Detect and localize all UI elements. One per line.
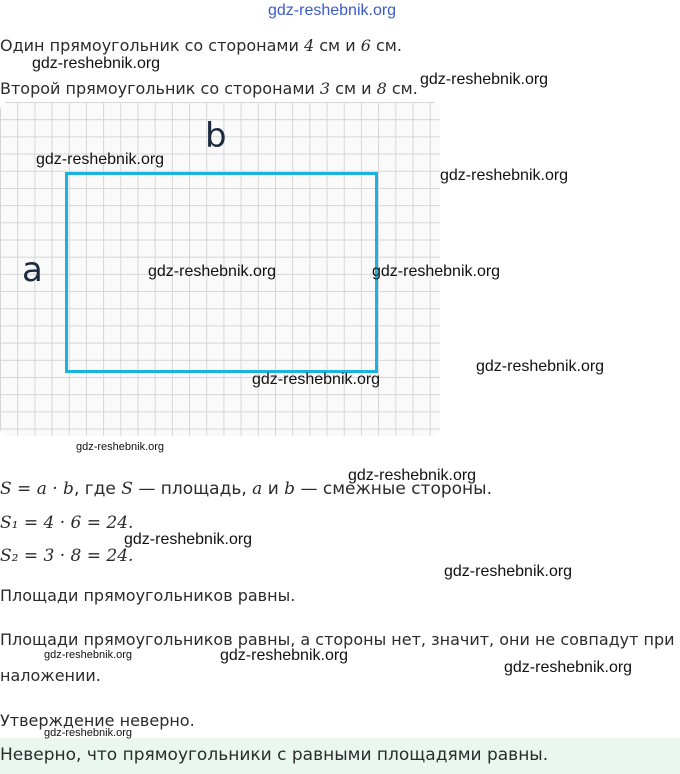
paragraph-statement-false: Утверждение неверно. [0,711,195,730]
calc-s2: S₂ = 3 · 8 = 24. [0,546,134,566]
paragraph-conclusion-line1: Площади прямоугольников равны, а стороны нет, значит, они не совпадут при [0,630,675,649]
watermark: gdz-reshebnik.org [348,467,477,484]
formula-a: a [252,479,263,499]
line1-n2: 6 [360,36,371,55]
watermark: gdz-reshebnik.org [124,531,253,548]
paragraph-conclusion-line2: наложении. [0,666,101,685]
watermark: gdz-reshebnik.org [504,659,633,676]
line2-text-c: см. [386,79,418,98]
line2-text-b: см и [330,79,377,98]
side-label-a: a [22,250,43,290]
side-label-b: b [205,116,227,156]
line2-text-a: Второй прямоугольник со сторонами [0,79,320,98]
formula-s: S [121,479,133,499]
watermark: gdz-reshebnik.org [420,71,549,88]
watermark: gdz-reshebnik.org [476,358,605,375]
formula-dash1: — площадь, [132,479,253,499]
line2-n1: 3 [319,79,331,98]
line1-text-b: см и [314,36,361,55]
formula-dash2: — смежные стороны. [295,479,492,499]
watermark: gdz-reshebnik.org [252,371,381,388]
line1-text-c: см. [370,36,402,55]
watermark: gdz-reshebnik.org [444,563,573,580]
site-watermark-top: gdz-reshebnik.org [268,2,397,19]
line2-n2: 8 [376,79,387,98]
watermark-small: gdz-reshebnik.org [76,441,165,453]
watermark: gdz-reshebnik.org [372,263,501,280]
line1-n1: 4 [303,36,315,55]
formula-and: и [262,479,285,499]
formula-b: b [284,479,296,499]
line1-text-a: Один прямоугольник со сторонами [0,36,304,55]
answer-text: Неверно, что прямоугольники с равными площадями равны. [0,745,549,765]
watermark-small: gdz-reshebnik.org [44,727,133,739]
watermark: gdz-reshebnik.org [440,167,569,184]
watermark: gdz-reshebnik.org [148,263,277,280]
watermark: gdz-reshebnik.org [36,151,165,168]
problem-line-1 [0,36,402,55]
watermark: gdz-reshebnik.org [220,647,349,664]
watermark: gdz-reshebnik.org [32,55,161,72]
formula-where: , где [73,479,122,499]
paragraph-areas-equal: Площади прямоугольников равны. [0,586,296,605]
formula-main: S = a · b [0,479,74,499]
problem-line-2 [0,79,418,98]
calc-s1: S₁ = 4 · 6 = 24. [0,513,134,533]
watermark-small: gdz-reshebnik.org [44,649,133,661]
